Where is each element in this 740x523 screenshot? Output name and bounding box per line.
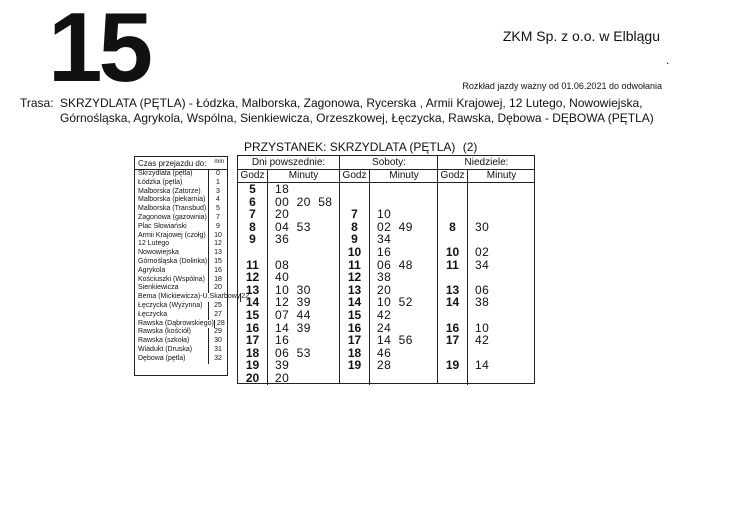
departure-row [238,233,339,246]
travel-times-table [134,156,250,376]
departure-row [340,208,438,221]
travel-minutes: 25 [208,302,227,311]
departure-row [438,208,535,221]
travel-time-row [135,328,227,337]
departure-minutes: 34 [475,257,490,272]
travel-times-header-unit: min [214,159,224,165]
hour-divider [467,183,468,385]
column-sundays [437,156,535,383]
departure-minutes: 10 [475,320,490,335]
departure-row [238,372,339,385]
departure-minutes: 18 [275,182,290,196]
departure-hour [438,372,467,385]
travel-time-row [135,205,227,214]
departure-row [340,372,438,385]
travel-minutes: 9 [208,223,227,232]
departure-minutes [467,183,535,196]
travel-time-row [135,232,227,241]
departure-minutes [467,372,535,385]
departure-minutes: 20 [275,207,290,222]
travel-minutes: 10 [208,232,227,241]
column-body [340,183,438,385]
departure-hour: 7 [249,207,256,222]
departure-minutes [369,183,438,196]
departure-hour: 8 [249,219,256,234]
departure-hour: 12 [245,270,260,285]
travel-time-row [135,346,227,355]
travel-stop-name: Rawska (kościół) [138,328,191,336]
travel-time-row [135,311,227,320]
departure-hour: 18 [245,345,260,360]
hour-header: Godz [340,170,370,182]
travel-minutes: 27 [208,311,227,320]
travel-stop-name: Wiadukt (Druska) [138,345,193,353]
travel-stop-name: Łódzka (pętla) [138,178,183,186]
travel-minutes: 13 [208,249,227,258]
travel-time-row [135,320,227,329]
departure-hour: 17 [245,333,260,348]
hour-header: Godz [438,170,468,182]
travel-minutes: 32 [208,355,227,364]
column-subheader [438,170,535,183]
departure-row [438,372,535,385]
departure-row [340,334,438,347]
departure-row [340,271,438,284]
travel-times-rows [135,170,250,364]
travel-minutes: 30 [208,337,227,346]
departure-hour: 16 [445,320,460,335]
minutes-header: Minuty [486,170,517,181]
travel-stop-name: Rawska (szkoła) [138,337,190,345]
travel-stop-name: Kościuszki (Wspólna) [138,275,205,283]
departure-hour: 19 [245,358,260,373]
travel-time-row [135,196,227,205]
departure-hour: 14 [445,295,460,310]
travel-stop-name: Plac Słowiański [138,222,187,230]
departure-minutes: 40 [275,270,290,285]
column-title: Niedziele: [438,156,535,170]
departure-hour: 9 [249,232,256,247]
travel-times-header [135,157,227,170]
travel-minutes: 12 [208,240,227,249]
travel-time-row [135,179,227,188]
departure-hour: 18 [347,345,362,360]
departure-hour: 15 [347,307,362,322]
departure-hour: 11 [246,257,259,272]
column-body [238,183,339,385]
travel-time-row [135,267,227,276]
departure-minutes: 06 53 [275,345,311,360]
departure-minutes: 14 [475,358,490,373]
departure-minutes: 02 49 [377,219,413,234]
travel-minutes: 31 [208,346,227,355]
departure-hour [340,372,369,385]
travel-minutes: 22 [241,293,250,301]
travel-stop-name: Malborska (Transbud) [138,205,207,213]
travel-stop-name: 12 Lutego [138,240,170,248]
departure-minutes [467,309,535,322]
departure-row [238,183,339,196]
departure-minutes: 14 39 [275,320,311,335]
departure-row [238,271,339,284]
column-body [438,183,535,385]
travel-minutes: 5 [208,205,227,214]
departure-hour: 14 [347,295,362,310]
departure-minutes: 34 [377,232,392,247]
departure-hour: 5 [249,182,256,196]
travel-time-row [135,284,227,293]
departure-hour: 13 [245,282,260,297]
travel-stop-name: Armii Krajowej (czołg) [138,231,206,239]
departure-row [238,208,339,221]
line-number: 15 [48,0,150,102]
travel-time-row [135,355,227,364]
departure-minutes: 10 52 [377,295,413,310]
departure-minutes: 06 [475,282,490,297]
travel-time-row [135,240,227,249]
departure-minutes: 16 [377,244,392,259]
departure-hour: 9 [351,232,358,247]
departure-hour: 20 [245,370,260,385]
column-weekdays [238,156,339,383]
departure-row [438,221,535,234]
departure-hour: 8 [351,219,358,234]
column-title: Soboty: [340,156,438,170]
departure-hour: 14 [245,295,260,310]
travel-minutes: 29 [208,328,227,337]
departure-minutes [267,246,339,259]
departure-minutes: 24 [377,320,392,335]
departure-minutes: 38 [377,270,392,285]
travel-time-row [135,276,227,285]
travel-minutes: 16 [208,267,227,276]
departure-minutes: 07 44 [275,307,311,322]
departure-timetable [237,155,535,384]
travel-stop-name: Górnośląska (Dolinka) [138,257,208,265]
departure-hour: 16 [245,320,260,335]
departure-hour: 19 [347,358,362,373]
operator-name: ZKM Sp. z o.o. w Elblągu [502,28,660,44]
travel-stop-name: Zagonowa (gazownia) [138,213,207,221]
departure-minutes [467,271,535,284]
departure-hour [438,208,467,221]
travel-time-row [135,170,227,179]
travel-time-row [135,258,227,267]
departure-minutes: 14 56 [377,333,413,348]
travel-stop-name: Dębowa (pętla) [138,354,186,362]
departure-minutes: 46 [377,345,392,360]
departure-row [438,246,535,259]
departure-hour [438,271,467,284]
travel-minutes: 1 [208,179,227,188]
departure-minutes: 16 [275,333,290,348]
departure-row [438,196,535,209]
travel-stop-name: Rawska (Dąbrowskiego) [138,319,214,327]
departure-row [340,309,438,322]
departure-row [340,359,438,372]
departure-minutes: 28 [377,358,392,373]
travel-stop-name: Nowowiejska [138,249,179,257]
departure-minutes: 20 [377,282,392,297]
travel-time-row [135,223,227,232]
operator-dot: . [666,53,670,67]
hour-header: Godz [238,170,268,182]
travel-minutes: 0 [208,170,227,179]
departure-hour: 12 [347,270,362,285]
travel-minutes: 3 [208,188,227,197]
travel-stop-name: Malborska (piekarnia) [138,196,206,204]
departure-row [438,296,535,309]
travel-stop-name: Skrzydlata (pętla) [138,170,193,177]
validity-note: Rozkład jazdy ważny od 01.06.2021 do odwołania [462,81,662,91]
minutes-header: Minuty [389,170,419,181]
departure-minutes: 04 53 [275,219,311,234]
travel-stop-name: Bema (Mickiewicza)-U.Skarbowy [138,293,241,301]
travel-minutes: 15 [208,258,227,267]
stop-title [244,140,481,154]
travel-stop-name: Łęczycka (Wyżynna) [138,301,203,309]
travel-minutes: 7 [208,214,227,223]
departure-minutes [467,208,535,221]
departure-hour [438,196,467,209]
column-saturdays [339,156,438,383]
travel-time-row [135,214,227,223]
departure-hour [438,309,467,322]
departure-minutes: 30 [475,219,490,234]
departure-minutes: 02 [475,244,490,259]
route-label: Trasa: [20,96,54,110]
departure-minutes: 38 [475,295,490,310]
departure-minutes: 08 [275,257,290,272]
minutes-header: Minuty [288,170,319,181]
departure-row [340,183,438,196]
departure-row [438,259,535,272]
departure-hour: 10 [347,244,362,259]
departure-hour: 10 [445,244,460,259]
departure-hour [340,183,369,196]
departure-row [238,309,339,322]
travel-stop-name: Malborska (Zatorze) [138,187,201,195]
departure-minutes: 10 [377,207,392,222]
hour-divider [369,183,370,385]
travel-minutes: 28 [214,320,227,329]
travel-minutes: 4 [208,196,227,205]
departure-minutes: 06 48 [377,257,413,272]
departure-minutes: 42 [475,333,490,348]
departure-hour: 19 [445,358,460,373]
travel-time-row [135,302,227,311]
hour-divider [267,183,268,385]
travel-time-row [135,249,227,258]
departure-minutes: 39 [275,358,290,373]
departure-row [340,246,438,259]
stop-name: PRZYSTANEK: SKRZYDLATA (PĘTLA) [244,140,456,154]
departure-row [438,271,535,284]
travel-minutes: 18 [208,276,227,285]
departure-row [438,359,535,372]
departure-hour: 13 [445,282,460,297]
departure-hour: 6 [249,194,256,209]
departure-hour [438,183,467,196]
travel-stop-name: Sienkiewicza [138,284,179,292]
departure-minutes: 12 39 [275,295,311,310]
departure-hour: 16 [347,320,362,335]
departure-minutes: 42 [377,307,392,322]
route-text: SKRZYDLATA (PĘTLA) - Łódzka, Malborska, Zagonowa, Rycerska , Armii Krajowej, 12 Lutego, Nowowiejska, Górnośląska, Agrykola, Wspólna, Sienkiewicza, Orzeszkowej, Łęczycka, Rawska, Dębowa - DĘBOWA (PĘTLA) [60,96,654,125]
travel-stop-name: Łęczycka [138,310,168,318]
departure-row [238,334,339,347]
departure-minutes: 20 [275,370,290,385]
departure-hour: 17 [347,333,362,348]
column-subheader [340,170,438,183]
departure-hour: 8 [449,219,456,234]
departure-row [238,246,339,259]
departure-minutes: 36 [275,232,290,247]
departure-hour: 17 [445,333,460,348]
stop-code: (2) [462,140,478,154]
travel-time-row [135,337,227,346]
departure-minutes [369,372,438,385]
departure-hour: 11 [446,257,459,272]
departure-minutes: 00 20 58 [275,194,333,209]
departure-hour: 13 [347,282,362,297]
departure-row [438,334,535,347]
travel-minutes: 20 [208,284,227,293]
departure-hour: 15 [245,307,260,322]
travel-stop-name: Agrykola [138,266,166,274]
travel-time-row [135,293,250,302]
travel-time-row [135,188,227,197]
departure-hour: 11 [348,257,361,272]
departure-row [438,183,535,196]
departure-minutes: 10 30 [275,282,311,297]
departure-minutes [467,196,535,209]
column-title: Dni powszednie: [238,156,339,170]
travel-times-header-label: Czas przejazdu do: [138,159,207,168]
departure-hour [238,246,267,259]
departure-row [438,309,535,322]
departure-hour: 7 [351,207,358,222]
route-description [20,96,680,125]
